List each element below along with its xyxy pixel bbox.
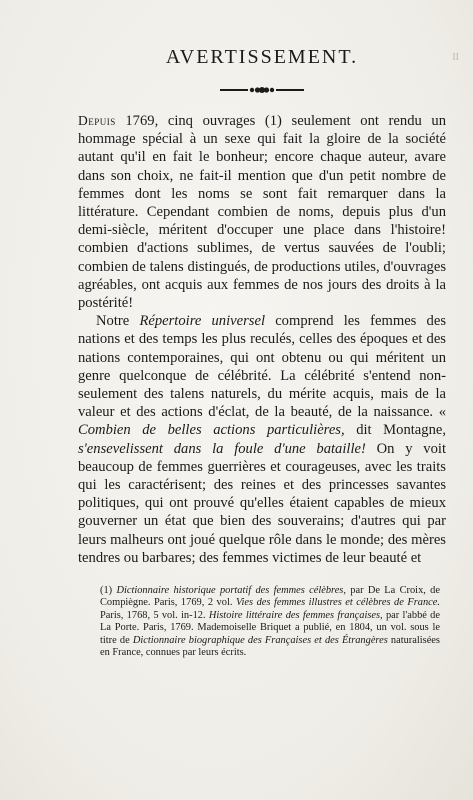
ornament-divider-icon xyxy=(218,84,306,96)
footnote xyxy=(78,585,446,659)
main-text xyxy=(78,112,446,567)
cited-title: Histoire littéraire des femmes françaises, xyxy=(208,609,383,621)
quotation: s'ensevelissent dans la foule d'une bataille! xyxy=(78,440,366,457)
text-fragment: par l'abbé de La Porte. Paris, 1769. Mademoiselle Briquet a publié, en 1804, un vol. sous le titre de xyxy=(100,609,440,646)
cited-title: Dictionnaire biographique des Françaises et des Étrangères xyxy=(132,634,388,646)
paragraph-repertoire xyxy=(78,312,446,567)
footnote-text xyxy=(100,585,440,659)
text-fragment: comprend les femmes des nations et des temps les plus reculés, celles des époques et des nations contemporaines, qui ont obtenu ou qui méritent un genre quelconque de célébrité. La célébrité s'entend non-seulement des talens naturels, du mérite acquis, mais de la valeur et des actions d'éclat, de la beauté, de la naissance. « xyxy=(78,313,446,421)
footnote-marker: (1) xyxy=(100,585,117,597)
cited-title: Dictionnaire historique portatif des femmes célèbres, xyxy=(116,585,346,597)
text-fragment: Paris, 1768, 5 vol. in-12. xyxy=(100,609,209,621)
text-fragment: naturalisées en France, connues par leurs écrits. xyxy=(100,634,440,659)
text-fragment: Notre xyxy=(96,313,140,330)
text-fragment: par De La Croix, de Compiègne. Paris, 1769, 2 vol. xyxy=(100,585,440,609)
dropcap-word: Depuis xyxy=(78,113,116,128)
paragraph-intro xyxy=(78,112,446,312)
text-fragment: dit Montagne, xyxy=(344,422,446,439)
work-title: Répertoire universel xyxy=(139,313,265,330)
page-number: II xyxy=(452,52,459,63)
page-title: AVERTISSEMENT. xyxy=(165,46,359,68)
cited-title: Vies des femmes illustres et célèbres de France. xyxy=(235,597,440,609)
paragraph-intro-text: 1769, cinq ouvrages (1) seulement ont rendu un hommage spécial à un sexe qui fait la gloire de la société autant qu'il en fait le bonheur; encore chaque auteur, avare dans son choix, ne fait-il mention que d'un petit nombre de femmes dont les noms se sont fait remarquer dans la littérature. Cependant combien de noms, depuis plus d'un demi-siècle, méritent d'occuper une place dans l'histoire! combien d'actions sublimes, de vertus sauvées de l'oubli; combien de talens distingués, de productions utiles, d'ouvrages agréables, ont acquis aux femmes de nos jours des droits à la postérité! xyxy=(78,113,446,312)
quotation: Combien de belles actions particulières, xyxy=(78,422,345,439)
text-fragment: On y voit beaucoup de femmes guerrières et courageuses, avec les traits qui les caractérisent; des reines et des princesses savantes politiques, qui ont prouvé qu'elles étaient capables de mieux gouverner un état que bien des souverains; d'autres qui par leurs malheurs ont joué quelque rôle dans le monde; des mères tendres ou barbares; des femmes victimes de leur beauté et xyxy=(78,440,446,566)
